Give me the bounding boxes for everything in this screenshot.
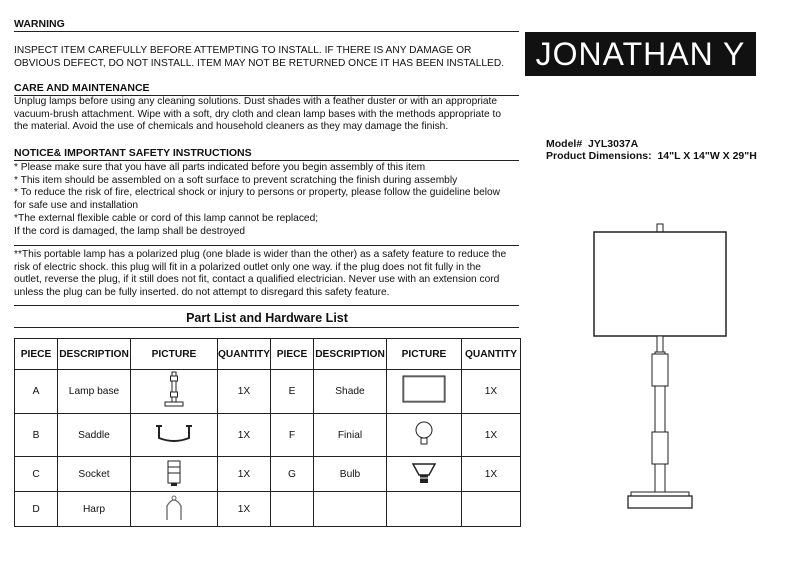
lamp-illustration: [590, 218, 740, 518]
quantity-cell: 1X: [462, 414, 521, 457]
quantity-cell: 1X: [218, 414, 271, 457]
piece-cell: C: [15, 457, 58, 492]
socket-icon: [164, 459, 184, 487]
piece-cell: A: [15, 370, 58, 414]
saddle-icon: [154, 422, 194, 446]
picture-cell: [387, 370, 462, 414]
harp-icon: [159, 494, 189, 522]
description-cell: Bulb: [314, 457, 387, 492]
model-label: Model#: [546, 138, 583, 150]
care-line: the material. Avoid the use of chemicals and household cleaners as they may damage the finish.: [14, 121, 449, 133]
divider: [14, 327, 519, 328]
picture-cell: [131, 414, 218, 457]
col-quantity: QUANTITY: [462, 339, 521, 370]
table-row: [15, 414, 521, 457]
quantity-cell: 1X: [218, 492, 271, 527]
piece-cell: F: [271, 414, 314, 457]
piece-cell: B: [15, 414, 58, 457]
safety-text: [14, 162, 500, 238]
col-description: DESCRIPTION: [58, 339, 131, 370]
description-cell: Finial: [314, 414, 387, 457]
plug-line: risk of electric shock. this plug will fit in a polarized outlet only one way. if the plug does not fit fully in the: [14, 261, 481, 273]
parts-table: [14, 338, 521, 527]
model-number: [546, 138, 638, 150]
product-dimensions: [546, 150, 757, 162]
care-line: Unplug lamps before using any cleaning solutions. Dust shades with a feather duster or with an appropriate: [14, 96, 498, 107]
description-cell: Lamp base: [58, 370, 131, 414]
table-row: [15, 457, 521, 492]
col-picture: PICTURE: [387, 339, 462, 370]
safety-line: If the cord is damaged, the lamp shall be destroyed: [14, 225, 246, 237]
table-row: [15, 370, 521, 414]
safety-line: * To reduce the risk of fire, electrical shock or injury to persons or property, please follow the guideline below: [14, 187, 501, 199]
quantity-cell: [462, 492, 521, 527]
care-line: vacuum-brush attachment. Wipe with a soft, dry cloth and clean lamp bases with the methods appropriate to: [14, 108, 501, 120]
table-row: [15, 492, 521, 527]
description-cell: Shade: [314, 370, 387, 414]
warning-heading: WARNING: [14, 18, 65, 30]
picture-cell: [387, 414, 462, 457]
safety-line: for safe use and installation: [14, 200, 139, 212]
safety-line: * Please make sure that you have all parts indicated before you begin assembly of this item: [14, 162, 426, 173]
picture-cell: [387, 457, 462, 492]
warning-line-1: INSPECT ITEM CAREFULLY BEFORE ATTEMPTING TO INSTALL. IF THERE IS ANY DAMAGE OR: [14, 45, 472, 56]
col-piece: PIECE: [15, 339, 58, 370]
care-heading: CARE AND MAINTENANCE: [14, 82, 150, 94]
safety-heading: NOTICE& IMPORTANT SAFETY INSTRUCTIONS: [14, 147, 252, 159]
description-cell: Harp: [58, 492, 131, 527]
dims-label: Product Dimensions:: [546, 150, 652, 162]
care-text: [14, 96, 501, 134]
divider: [14, 31, 519, 32]
warning-line-2: OBVIOUS DEFECT, DO NOT INSTALL. ITEM MAY NOT BE RETURNED ONCE IT HAS BEEN INSTALLED.: [14, 58, 505, 69]
picture-cell: [131, 370, 218, 414]
col-picture: PICTURE: [131, 339, 218, 370]
divider: [14, 160, 519, 161]
plug-text: [14, 249, 506, 300]
brand-logo: JONATHAN Y: [525, 32, 756, 76]
piece-cell: G: [271, 457, 314, 492]
description-cell: [314, 492, 387, 527]
plug-line: **This portable lamp has a polarized plug (one blade is wider than the other) as a safety feature to reduce the: [14, 249, 507, 260]
finial-icon: [412, 419, 436, 449]
piece-cell: [271, 492, 314, 527]
picture-cell: [387, 492, 462, 527]
parts-title: Part List and Hardware List: [186, 311, 348, 325]
dims-value: 14"L X 14"W X 29"H: [657, 150, 757, 162]
piece-cell: D: [15, 492, 58, 527]
picture-cell: [131, 457, 218, 492]
col-piece: PIECE: [271, 339, 314, 370]
lamp-base-icon: [159, 370, 189, 410]
quantity-cell: 1X: [462, 457, 521, 492]
bulb-icon: [409, 458, 439, 488]
piece-cell: E: [271, 370, 314, 414]
safety-line: *The external flexible cable or cord of this lamp cannot be replaced;: [14, 212, 319, 224]
quantity-cell: 1X: [218, 370, 271, 414]
description-cell: Saddle: [58, 414, 131, 457]
description-cell: Socket: [58, 457, 131, 492]
safety-line: * This item should be assembled on a soft surface to prevent scratching the finish during assembly: [14, 174, 458, 186]
divider: [14, 305, 519, 306]
quantity-cell: 1X: [462, 370, 521, 414]
divider: [14, 245, 519, 246]
table-header-row: [15, 339, 521, 370]
plug-line: unless the plug can be fully inserted. do not attempt to disregard this safety feature.: [14, 287, 390, 299]
col-quantity: QUANTITY: [218, 339, 271, 370]
plug-line: outlet, reverse the plug, if it still does not fit, contact a qualified electrician. Never use with an extension cord: [14, 274, 500, 286]
model-value: JYL3037A: [588, 138, 639, 150]
shade-icon: [399, 373, 449, 407]
col-description: DESCRIPTION: [314, 339, 387, 370]
picture-cell: [131, 492, 218, 527]
quantity-cell: 1X: [218, 457, 271, 492]
